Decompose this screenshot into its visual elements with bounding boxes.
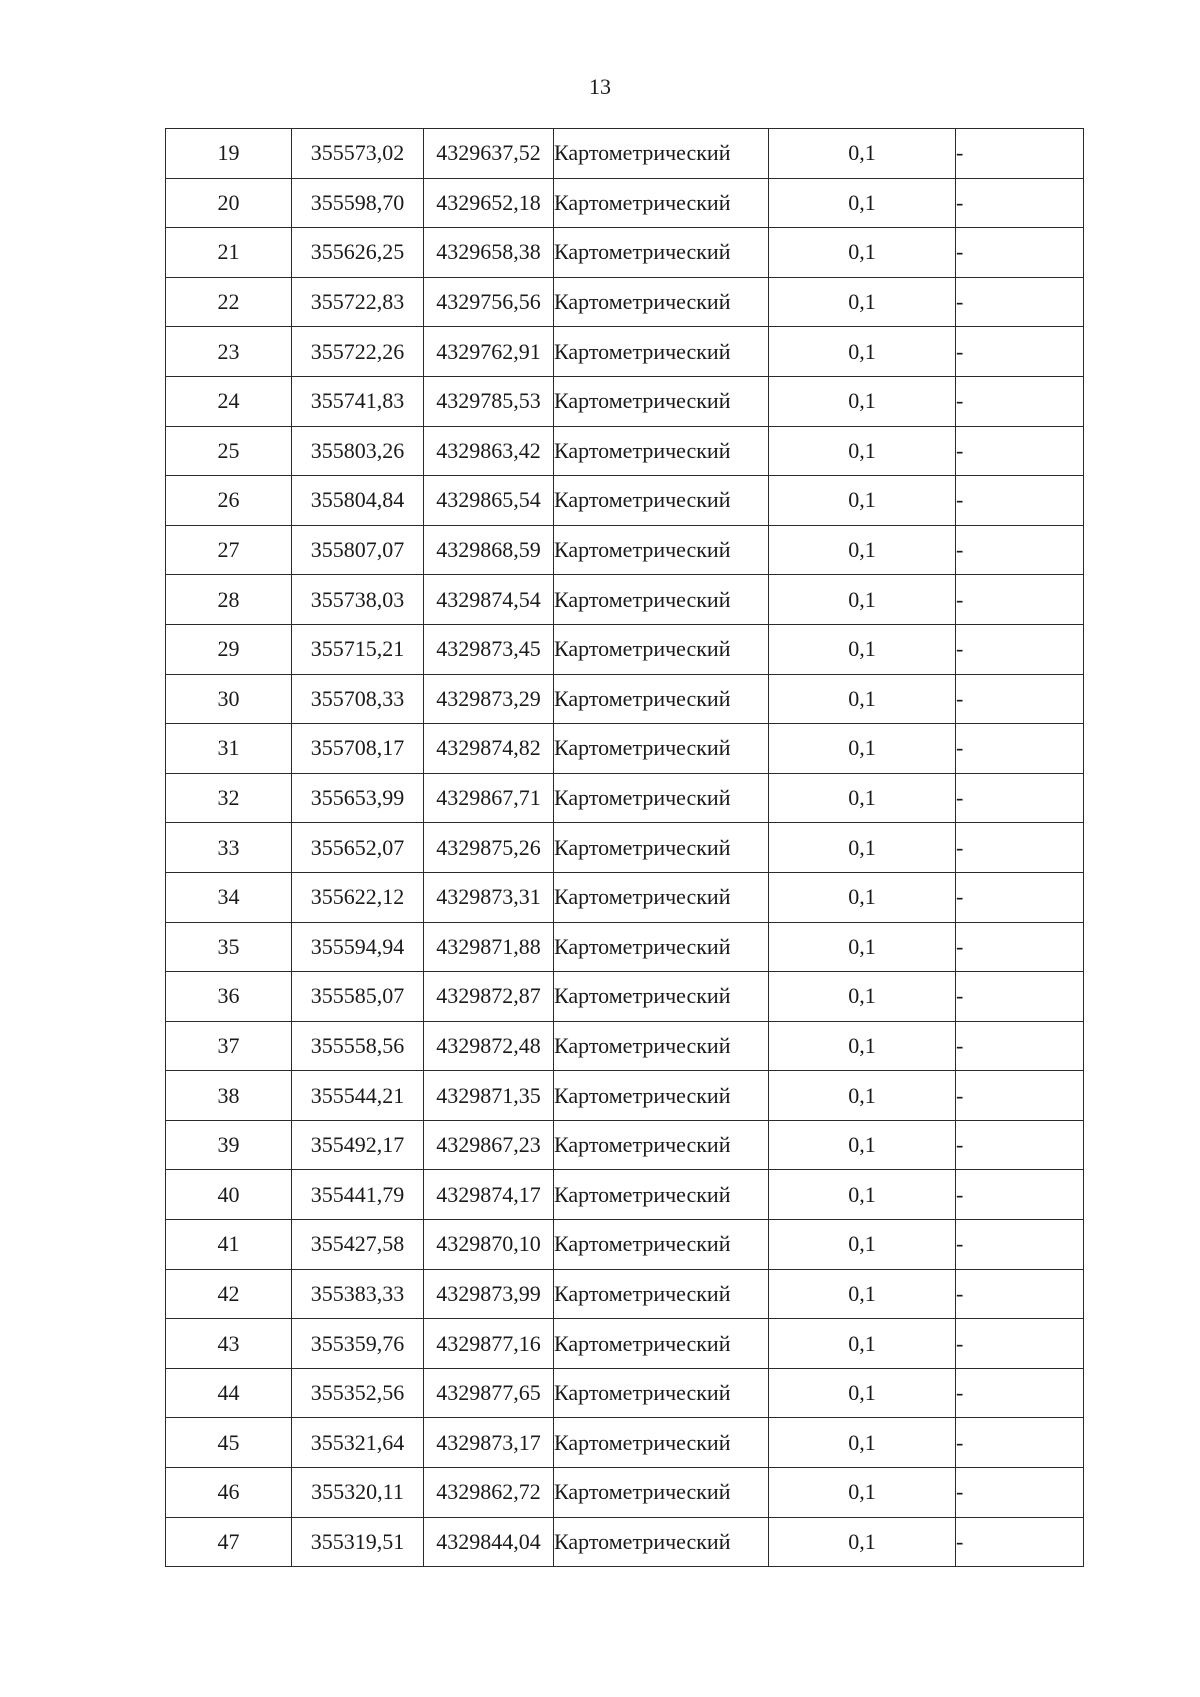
table-row [166, 823, 1084, 873]
point-number-cell: 37 [166, 1021, 292, 1071]
accuracy-cell: 0,1 [769, 1269, 956, 1319]
point-number-cell: 29 [166, 624, 292, 674]
point-number-cell: 32 [166, 773, 292, 823]
accuracy-cell: 0,1 [769, 327, 956, 377]
table-row [166, 1517, 1084, 1567]
y-coordinate-cell: 4329637,52 [424, 129, 554, 179]
accuracy-cell: 0,1 [769, 1170, 956, 1220]
x-coordinate-cell: 355321,64 [292, 1418, 424, 1468]
y-coordinate-cell: 4329873,99 [424, 1269, 554, 1319]
x-coordinate-cell: 355807,07 [292, 525, 424, 575]
description-cell: - [956, 1517, 1084, 1567]
accuracy-cell: 0,1 [769, 972, 956, 1022]
accuracy-cell: 0,1 [769, 1071, 956, 1121]
accuracy-cell: 0,1 [769, 426, 956, 476]
point-number-cell: 42 [166, 1269, 292, 1319]
point-number-cell: 40 [166, 1170, 292, 1220]
x-coordinate-cell: 355722,83 [292, 277, 424, 327]
method-cell: Картометрический [554, 1071, 769, 1121]
x-coordinate-cell: 355708,17 [292, 724, 424, 774]
table-row [166, 1220, 1084, 1270]
table-row [166, 1319, 1084, 1369]
y-coordinate-cell: 4329865,54 [424, 476, 554, 526]
table-row [166, 525, 1084, 575]
y-coordinate-cell: 4329844,04 [424, 1517, 554, 1567]
x-coordinate-cell: 355383,33 [292, 1269, 424, 1319]
y-coordinate-cell: 4329871,88 [424, 922, 554, 972]
accuracy-cell: 0,1 [769, 376, 956, 426]
accuracy-cell: 0,1 [769, 1220, 956, 1270]
y-coordinate-cell: 4329867,71 [424, 773, 554, 823]
y-coordinate-cell: 4329877,65 [424, 1368, 554, 1418]
point-number-cell: 20 [166, 178, 292, 228]
table-row [166, 1021, 1084, 1071]
table-row [166, 327, 1084, 377]
method-cell: Картометрический [554, 624, 769, 674]
method-cell: Картометрический [554, 773, 769, 823]
description-cell: - [956, 277, 1084, 327]
y-coordinate-cell: 4329872,48 [424, 1021, 554, 1071]
method-cell: Картометрический [554, 376, 769, 426]
table-row [166, 1170, 1084, 1220]
x-coordinate-cell: 355653,99 [292, 773, 424, 823]
method-cell: Картометрический [554, 972, 769, 1022]
x-coordinate-cell: 355741,83 [292, 376, 424, 426]
method-cell: Картометрический [554, 1468, 769, 1518]
point-number-cell: 45 [166, 1418, 292, 1468]
y-coordinate-cell: 4329873,17 [424, 1418, 554, 1468]
y-coordinate-cell: 4329874,54 [424, 575, 554, 625]
table-row [166, 872, 1084, 922]
y-coordinate-cell: 4329873,45 [424, 624, 554, 674]
table-row [166, 376, 1084, 426]
method-cell: Картометрический [554, 922, 769, 972]
x-coordinate-cell: 355803,26 [292, 426, 424, 476]
table-row [166, 1269, 1084, 1319]
table-row [166, 1071, 1084, 1121]
description-cell: - [956, 872, 1084, 922]
x-coordinate-cell: 355359,76 [292, 1319, 424, 1369]
description-cell: - [956, 724, 1084, 774]
x-coordinate-cell: 355594,94 [292, 922, 424, 972]
description-cell: - [956, 773, 1084, 823]
method-cell: Картометрический [554, 129, 769, 179]
table-row [166, 674, 1084, 724]
accuracy-cell: 0,1 [769, 228, 956, 278]
table-row [166, 129, 1084, 179]
x-coordinate-cell: 355715,21 [292, 624, 424, 674]
x-coordinate-cell: 355427,58 [292, 1220, 424, 1270]
point-number-cell: 28 [166, 575, 292, 625]
description-cell: - [956, 823, 1084, 873]
x-coordinate-cell: 355558,56 [292, 1021, 424, 1071]
point-number-cell: 39 [166, 1120, 292, 1170]
table-row [166, 624, 1084, 674]
description-cell: - [956, 426, 1084, 476]
point-number-cell: 41 [166, 1220, 292, 1270]
description-cell: - [956, 228, 1084, 278]
point-number-cell: 27 [166, 525, 292, 575]
accuracy-cell: 0,1 [769, 178, 956, 228]
accuracy-cell: 0,1 [769, 1021, 956, 1071]
method-cell: Картометрический [554, 1170, 769, 1220]
table-row [166, 228, 1084, 278]
point-number-cell: 35 [166, 922, 292, 972]
table-row [166, 1418, 1084, 1468]
description-cell: - [956, 178, 1084, 228]
method-cell: Картометрический [554, 872, 769, 922]
method-cell: Картометрический [554, 426, 769, 476]
point-number-cell: 36 [166, 972, 292, 1022]
x-coordinate-cell: 355738,03 [292, 575, 424, 625]
x-coordinate-cell: 355441,79 [292, 1170, 424, 1220]
description-cell: - [956, 624, 1084, 674]
point-number-cell: 34 [166, 872, 292, 922]
accuracy-cell: 0,1 [769, 872, 956, 922]
accuracy-cell: 0,1 [769, 575, 956, 625]
description-cell: - [956, 1418, 1084, 1468]
method-cell: Картометрический [554, 178, 769, 228]
y-coordinate-cell: 4329868,59 [424, 525, 554, 575]
method-cell: Картометрический [554, 277, 769, 327]
table-row [166, 277, 1084, 327]
method-cell: Картометрический [554, 228, 769, 278]
description-cell: - [956, 327, 1084, 377]
point-number-cell: 47 [166, 1517, 292, 1567]
method-cell: Картометрический [554, 1220, 769, 1270]
accuracy-cell: 0,1 [769, 1517, 956, 1567]
point-number-cell: 21 [166, 228, 292, 278]
table-row [166, 476, 1084, 526]
accuracy-cell: 0,1 [769, 1468, 956, 1518]
accuracy-cell: 0,1 [769, 823, 956, 873]
x-coordinate-cell: 355598,70 [292, 178, 424, 228]
y-coordinate-cell: 4329785,53 [424, 376, 554, 426]
table-row [166, 724, 1084, 774]
description-cell: - [956, 525, 1084, 575]
description-cell: - [956, 376, 1084, 426]
method-cell: Картометрический [554, 1418, 769, 1468]
y-coordinate-cell: 4329756,56 [424, 277, 554, 327]
table-row [166, 426, 1084, 476]
description-cell: - [956, 1269, 1084, 1319]
point-number-cell: 46 [166, 1468, 292, 1518]
table-row [166, 1468, 1084, 1518]
x-coordinate-cell: 355544,21 [292, 1071, 424, 1121]
description-cell: - [956, 1021, 1084, 1071]
description-cell: - [956, 476, 1084, 526]
accuracy-cell: 0,1 [769, 674, 956, 724]
description-cell: - [956, 922, 1084, 972]
point-number-cell: 30 [166, 674, 292, 724]
table-row [166, 178, 1084, 228]
accuracy-cell: 0,1 [769, 624, 956, 674]
description-cell: - [956, 129, 1084, 179]
accuracy-cell: 0,1 [769, 773, 956, 823]
point-number-cell: 33 [166, 823, 292, 873]
point-number-cell: 22 [166, 277, 292, 327]
description-cell: - [956, 1368, 1084, 1418]
description-cell: - [956, 674, 1084, 724]
table-row [166, 773, 1084, 823]
accuracy-cell: 0,1 [769, 525, 956, 575]
y-coordinate-cell: 4329870,10 [424, 1220, 554, 1270]
x-coordinate-cell: 355492,17 [292, 1120, 424, 1170]
method-cell: Картометрический [554, 823, 769, 873]
point-number-cell: 26 [166, 476, 292, 526]
table-row [166, 1120, 1084, 1170]
point-number-cell: 24 [166, 376, 292, 426]
method-cell: Картометрический [554, 1269, 769, 1319]
y-coordinate-cell: 4329877,16 [424, 1319, 554, 1369]
description-cell: - [956, 1071, 1084, 1121]
method-cell: Картометрический [554, 1368, 769, 1418]
method-cell: Картометрический [554, 724, 769, 774]
y-coordinate-cell: 4329874,17 [424, 1170, 554, 1220]
coordinates-table-body [166, 129, 1084, 1567]
method-cell: Картометрический [554, 1319, 769, 1369]
table-row [166, 922, 1084, 972]
accuracy-cell: 0,1 [769, 277, 956, 327]
accuracy-cell: 0,1 [769, 1368, 956, 1418]
point-number-cell: 38 [166, 1071, 292, 1121]
x-coordinate-cell: 355626,25 [292, 228, 424, 278]
accuracy-cell: 0,1 [769, 922, 956, 972]
x-coordinate-cell: 355708,33 [292, 674, 424, 724]
y-coordinate-cell: 4329871,35 [424, 1071, 554, 1121]
y-coordinate-cell: 4329652,18 [424, 178, 554, 228]
point-number-cell: 31 [166, 724, 292, 774]
table-row [166, 1368, 1084, 1418]
x-coordinate-cell: 355573,02 [292, 129, 424, 179]
x-coordinate-cell: 355652,07 [292, 823, 424, 873]
method-cell: Картометрический [554, 575, 769, 625]
accuracy-cell: 0,1 [769, 724, 956, 774]
point-number-cell: 44 [166, 1368, 292, 1418]
y-coordinate-cell: 4329867,23 [424, 1120, 554, 1170]
x-coordinate-cell: 355722,26 [292, 327, 424, 377]
y-coordinate-cell: 4329874,82 [424, 724, 554, 774]
y-coordinate-cell: 4329872,87 [424, 972, 554, 1022]
y-coordinate-cell: 4329658,38 [424, 228, 554, 278]
point-number-cell: 43 [166, 1319, 292, 1369]
method-cell: Картометрический [554, 674, 769, 724]
description-cell: - [956, 575, 1084, 625]
y-coordinate-cell: 4329862,72 [424, 1468, 554, 1518]
y-coordinate-cell: 4329873,31 [424, 872, 554, 922]
method-cell: Картометрический [554, 525, 769, 575]
point-number-cell: 25 [166, 426, 292, 476]
accuracy-cell: 0,1 [769, 1120, 956, 1170]
point-number-cell: 19 [166, 129, 292, 179]
method-cell: Картометрический [554, 327, 769, 377]
method-cell: Картометрический [554, 1120, 769, 1170]
accuracy-cell: 0,1 [769, 476, 956, 526]
accuracy-cell: 0,1 [769, 1319, 956, 1369]
method-cell: Картометрический [554, 1021, 769, 1071]
x-coordinate-cell: 355804,84 [292, 476, 424, 526]
description-cell: - [956, 1468, 1084, 1518]
method-cell: Картометрический [554, 1517, 769, 1567]
x-coordinate-cell: 355622,12 [292, 872, 424, 922]
y-coordinate-cell: 4329863,42 [424, 426, 554, 476]
accuracy-cell: 0,1 [769, 1418, 956, 1468]
accuracy-cell: 0,1 [769, 129, 956, 179]
method-cell: Картометрический [554, 476, 769, 526]
x-coordinate-cell: 355585,07 [292, 972, 424, 1022]
page-number: 13 [589, 74, 611, 99]
description-cell: - [956, 1319, 1084, 1369]
y-coordinate-cell: 4329762,91 [424, 327, 554, 377]
coordinates-table [165, 128, 1084, 1567]
table-row [166, 575, 1084, 625]
description-cell: - [956, 1220, 1084, 1270]
y-coordinate-cell: 4329873,29 [424, 674, 554, 724]
description-cell: - [956, 1120, 1084, 1170]
description-cell: - [956, 972, 1084, 1022]
table-row [166, 972, 1084, 1022]
x-coordinate-cell: 355352,56 [292, 1368, 424, 1418]
y-coordinate-cell: 4329875,26 [424, 823, 554, 873]
point-number-cell: 23 [166, 327, 292, 377]
x-coordinate-cell: 355319,51 [292, 1517, 424, 1567]
x-coordinate-cell: 355320,11 [292, 1468, 424, 1518]
description-cell: - [956, 1170, 1084, 1220]
